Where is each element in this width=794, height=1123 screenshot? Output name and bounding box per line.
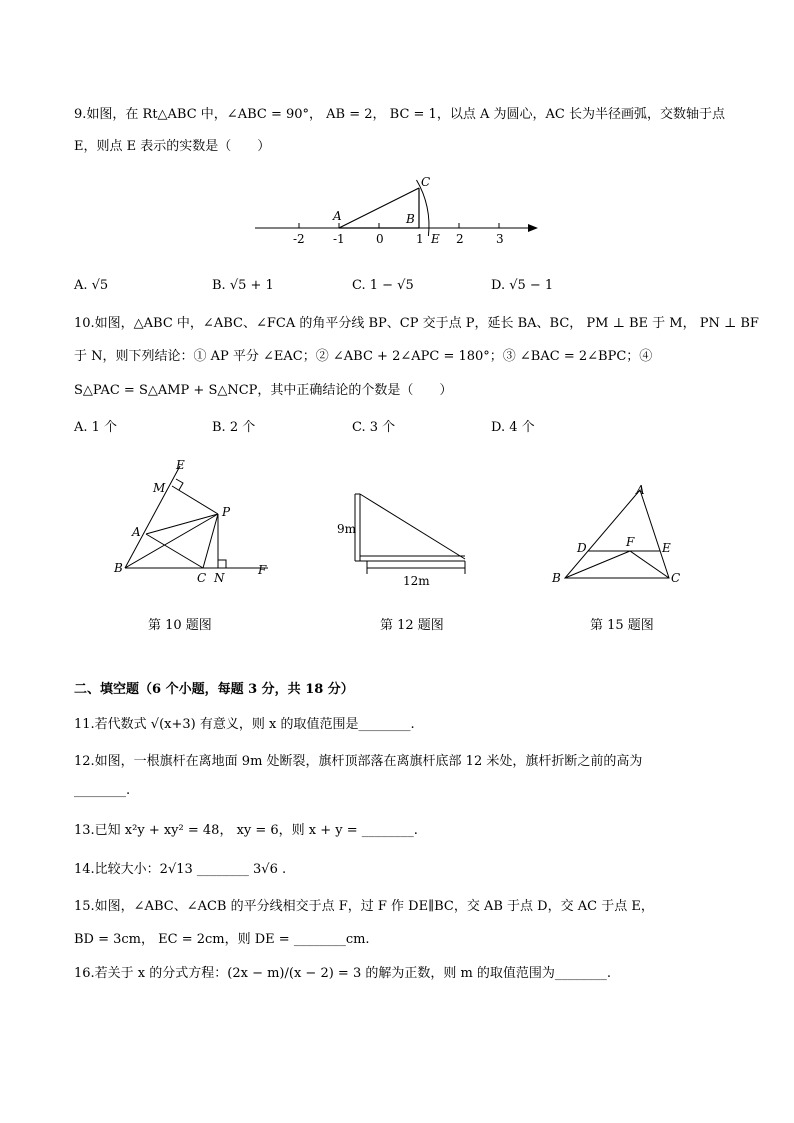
q9-option-b: B. √5 + 1 (212, 278, 274, 293)
fig15-label-e: E (662, 541, 671, 555)
q15-line1: 15.如图，∠ABC、∠ACB 的平分线相交于点 F，过 F 作 DE∥BC，交 AB 于点 D，交 AC 于点 E， (74, 899, 654, 914)
q15-line2: BD = 3cm， EC = 2cm，则 DE = ________cm. (74, 932, 370, 947)
figure-15 (548, 478, 688, 588)
tick-label: -1 (333, 232, 345, 246)
fig10-label-b: B (114, 561, 123, 575)
tick-label: 2 (456, 232, 464, 246)
number-line-arrow (528, 224, 538, 232)
fig10-label-c: C (197, 571, 207, 585)
q10-line1: 10.如图，△ABC 中，∠ABC、∠FCA 的角平分线 BP、CP 交于点 P，延长 BA、BC， PM ⊥ BE 于 M， PN ⊥ BF (74, 316, 759, 331)
fig10-label-a: A (132, 525, 141, 539)
q12-line2: ________. (74, 783, 131, 798)
label-e: E (431, 232, 440, 246)
fig10-label-n: N (214, 571, 225, 585)
q9-option-d: D. √5 − 1 (491, 278, 554, 293)
caption-fig15: 第 15 题图 (590, 618, 654, 633)
fig15-label-d: D (577, 541, 587, 555)
figure-12 (335, 488, 475, 588)
line-bp (125, 514, 218, 568)
tick-label: -2 (293, 232, 305, 246)
right-angle-n (218, 560, 226, 568)
figure-10 (108, 458, 278, 588)
fig10-label-p: P (222, 505, 231, 519)
q10-option-c: C. 3 个 (352, 420, 396, 435)
label-b: B (406, 212, 415, 226)
q10-line3: S△PAC = S△AMP + S△NCP，其中正确结论的个数是（ ） (74, 383, 453, 398)
q16: 16.若关于 x 的分式方程：(2x − m)/(x − 2) = 3 的解为正数，则 m 的取值范围为________. (74, 966, 612, 981)
q10-line2: 于 N，则下列结论：① AP 平分 ∠EAC；② ∠ABC + 2∠APC = 180°；③ ∠BAC = 2∠BPC；④ (74, 349, 653, 364)
fig10-label-e: E (176, 458, 185, 472)
q13: 13.已知 x²y + xy² = 48， xy = 6，则 x + y = ________. (74, 823, 418, 838)
line-cf (630, 551, 669, 578)
broken-part (360, 494, 465, 559)
label-9m: 9m (337, 522, 357, 536)
q11: 11.若代数式 √(x+3) 有意义，则 x 的取值范围是________. (74, 717, 415, 732)
line-pc (203, 514, 218, 568)
triangle-abc (565, 490, 669, 578)
line-pm (172, 486, 218, 514)
q9-number-line-figure (250, 170, 550, 250)
fig15-label-f: F (626, 535, 635, 549)
fig15-label-c: C (671, 571, 681, 585)
q12-line1: 12.如图，一根旗杆在离地面 9m 处断裂，旗杆顶部落在离旗杆底部 12 米处，旗杆折断之前的高为 (74, 754, 643, 769)
q9-line2: E，则点 E 表示的实数是（ ） (74, 139, 271, 154)
tick-label: 3 (496, 232, 504, 246)
label-c: C (421, 175, 431, 189)
q10-option-b: B. 2 个 (212, 420, 256, 435)
q14: 14.比较大小：2√13 ________ 3√6 . (74, 862, 287, 877)
fig15-label-a: A (636, 483, 645, 497)
fig15-label-b: B (552, 571, 561, 585)
fig10-label-f: F (258, 563, 267, 577)
q9-option-a: A. √5 (74, 278, 109, 293)
line-bf (565, 551, 630, 578)
caption-fig12: 第 12 题图 (380, 618, 444, 633)
q9-line1: 9.如图，在 Rt△ABC 中，∠ABC = 90°， AB = 2， BC = 1，以点 A 为圆心，AC 长为半径画弧，交数轴于点 (74, 107, 725, 122)
fig10-label-m: M (153, 481, 166, 495)
line-pa (146, 514, 218, 534)
q10-option-a: A. 1 个 (74, 420, 118, 435)
section-title-fill-in: 二、填空题（6 个小题，每题 3 分，共 18 分） (74, 682, 354, 697)
q10-option-d: D. 4 个 (491, 420, 535, 435)
tick-label: 1 (416, 232, 424, 246)
caption-fig10: 第 10 题图 (148, 618, 212, 633)
tick-label: 0 (376, 232, 384, 246)
q9-option-c: C. 1 − √5 (352, 278, 414, 293)
label-12m: 12m (403, 574, 430, 588)
label-a: A (333, 209, 342, 223)
right-angle-m (176, 479, 183, 490)
